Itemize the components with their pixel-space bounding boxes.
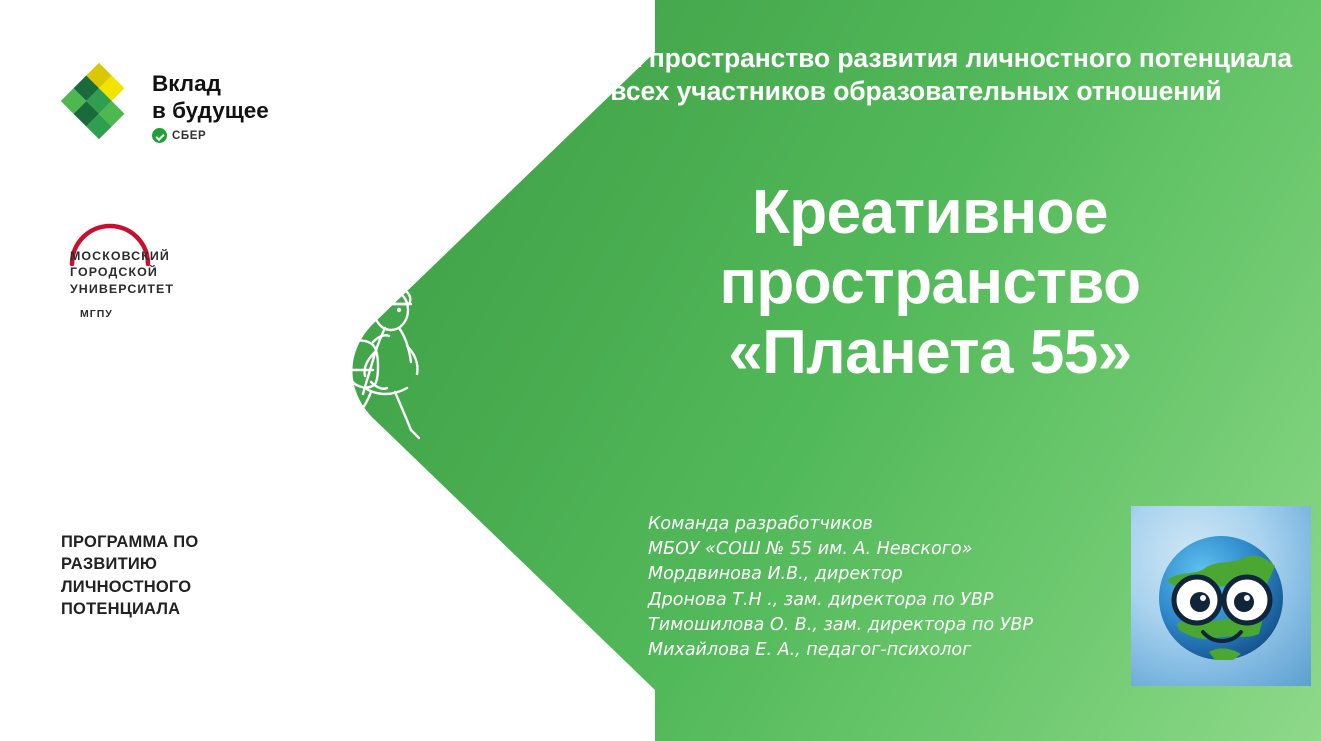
team-line-0: Команда разработчиков [648, 514, 873, 534]
team-line-3: Дронова Т.Н ., зам. директора по УВР [648, 589, 994, 610]
globe-icon [1147, 528, 1295, 668]
sber-logo-label: СБЕР [172, 129, 207, 142]
team-line-2: Мордвинова И.В., директор [648, 564, 903, 585]
mgpu-logo [68, 222, 268, 332]
mgpu-logo-line-3: УНИВЕРСИТЕТ [70, 281, 175, 296]
program-caption: ПРОГРАММА ПО РАЗВИТИЮ ЛИЧНОСТНОГО ПОТЕНЦИАЛА [61, 533, 199, 618]
vklad-v-budushchee-logo [60, 58, 295, 158]
slide-title-line-2: пространство [719, 248, 1141, 318]
team-line-1: МБОУ «СОШ № 55 им. А. Невского» [648, 539, 973, 560]
slide-title [560, 178, 1300, 388]
slide-title-line-1: Креативное [751, 178, 1109, 247]
vklad-logo-line-1: Вклад [152, 71, 221, 96]
mgpu-logo-line-2: ГОРОДСКОЙ [70, 265, 158, 280]
developers-team-block [648, 512, 1118, 663]
vklad-diamond-icon [60, 62, 138, 140]
sber-logo [152, 128, 206, 143]
vklad-logo-line-2: в будущее [152, 98, 269, 124]
vklad-logo-text [152, 70, 269, 125]
sber-check-icon [152, 128, 167, 143]
mgpu-logo-abbr: МГПУ [80, 308, 113, 320]
slide-subtitle: ЛРОС как пространство развития личностного потенциала у всех участников образовательных отношений [518, 43, 1292, 107]
team-line-4: Тимошилова О. В., зам. директора по УВР [648, 614, 1033, 635]
slide-title-line-3: «Планета 55» [728, 318, 1132, 388]
mgpu-logo-line-1: МОСКОВСКИЙ [70, 249, 170, 263]
running-schoolboy-icon [315, 270, 445, 470]
globe-with-glasses-image [1131, 506, 1311, 686]
team-line-5: Михайлова Е. А., педагог-психолог [648, 639, 972, 660]
mgpu-logo-text [70, 248, 174, 297]
